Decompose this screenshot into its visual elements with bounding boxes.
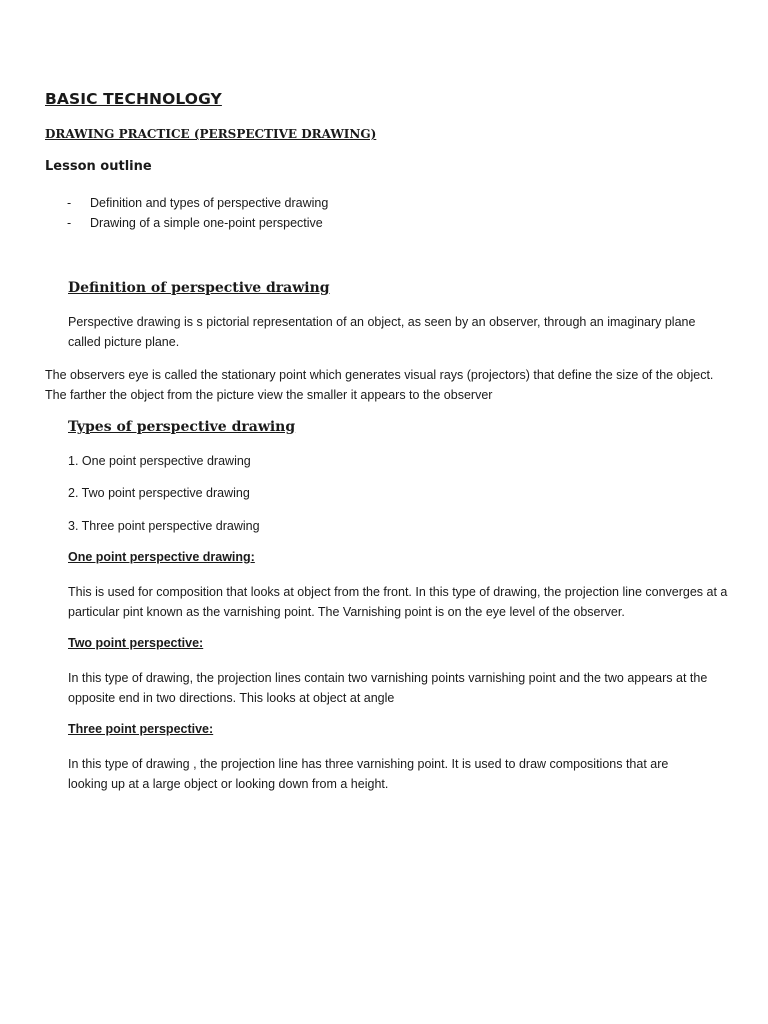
document-subtitle: DRAWING PRACTICE (PERSPECTIVE DRAWING)	[45, 127, 377, 141]
definition-heading: Definition of perspective drawing	[68, 280, 330, 296]
two-point-paragraph: In this type of drawing, the projection lines contain two varnishing points varnishing point and the two appears at the opposite end in two directions. This looks at object at angle	[68, 671, 708, 705]
three-point-paragraph: In this type of drawing , the projection line has three varnishing point. It is used to draw compositions that are looking up at a large object or looking down from a height.	[68, 757, 669, 791]
two-point-heading: Two point perspective:	[68, 636, 204, 650]
one-point-heading: One point perspective drawing:	[68, 550, 255, 564]
document-title: BASIC TECHNOLOGY	[45, 90, 222, 108]
types-item-two-point: 2. Two point perspective drawing	[68, 486, 250, 500]
definition-paragraph: Perspective drawing is s pictorial representation of an object, as seen by an observer, through an imaginary plane called picture plane.	[68, 315, 696, 349]
three-point-heading: Three point perspective:	[68, 722, 214, 736]
bullet-dash: -	[67, 216, 72, 230]
bullet-dash: -	[67, 196, 72, 210]
observer-paragraph: The observers eye is called the stationary point which generates visual rays (projectors) that define the size of the object. The farther the object from the picture view the smaller it appears to the observer	[45, 368, 714, 402]
one-point-paragraph: This is used for composition that looks at object from the front. In this type of drawing, the projection line converges at a particular pint known as the varnishing point. The Varnishing point is on the eye level of the observer.	[68, 585, 728, 619]
lesson-outline-heading: Lesson outline	[45, 159, 152, 174]
list-item-text: Drawing of a simple one-point perspective	[90, 216, 323, 230]
types-item-one-point: 1. One point perspective drawing	[68, 454, 251, 468]
types-item-three-point: 3. Three point perspective drawing	[68, 519, 260, 533]
list-item-text: Definition and types of perspective drawing	[90, 196, 329, 210]
types-heading: Types of perspective drawing	[68, 419, 296, 435]
